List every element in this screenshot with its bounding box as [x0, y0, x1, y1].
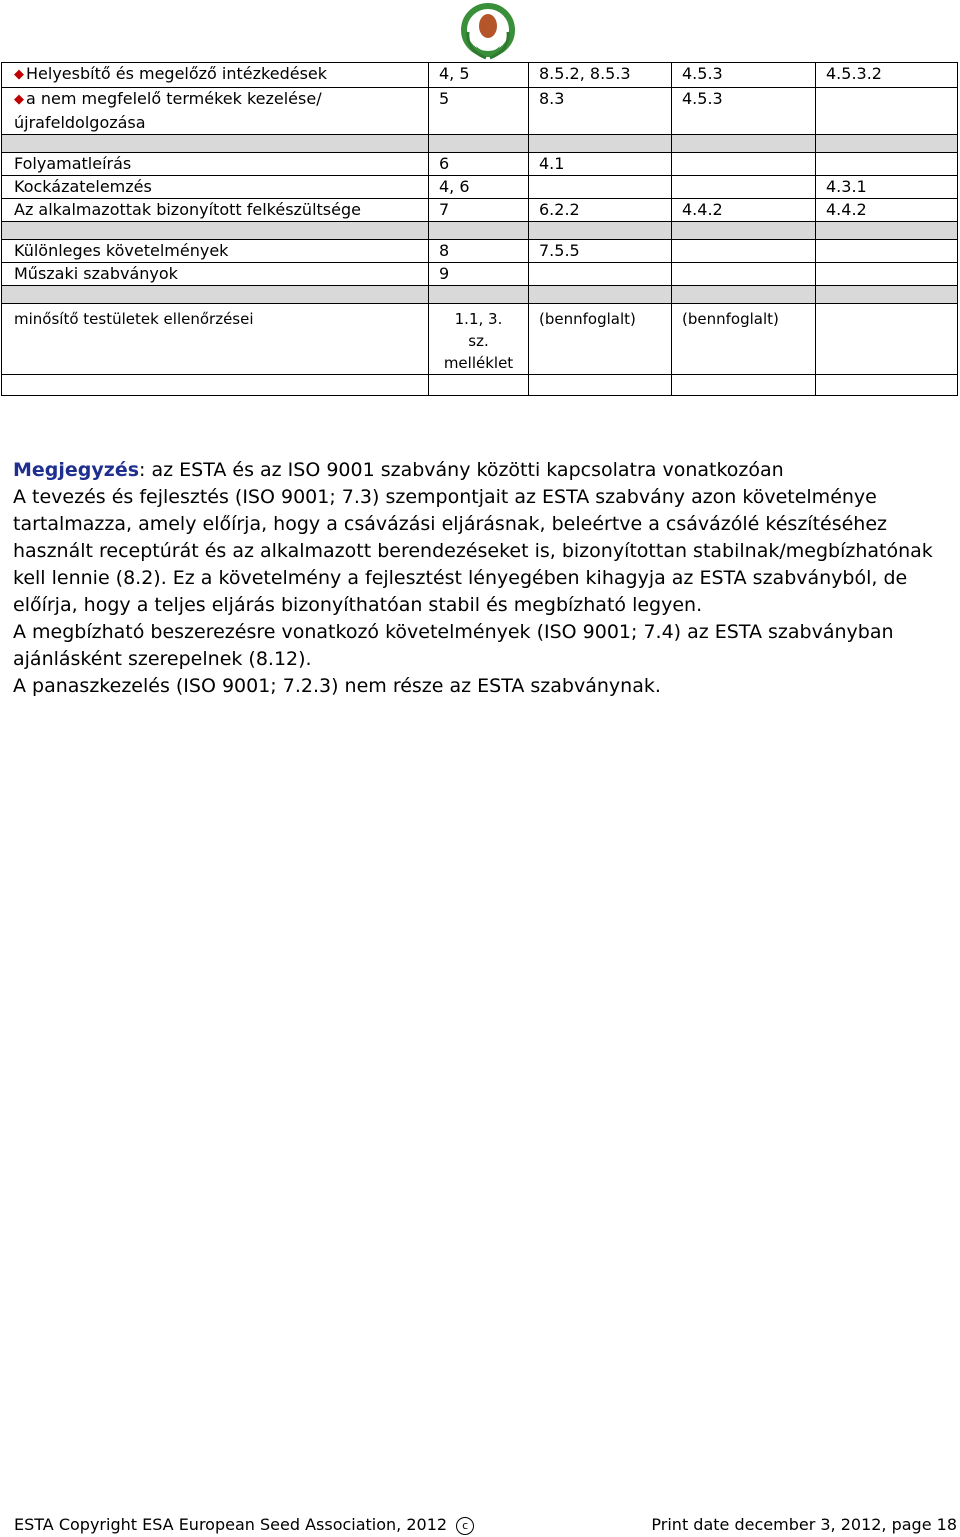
row-label-cell [2, 88, 429, 135]
row-label-cell [2, 240, 429, 263]
table-row [2, 135, 958, 153]
cell-text: 4.5.3 [682, 64, 723, 83]
row-label-cell [2, 199, 429, 222]
cell-text: 4.5.3.2 [826, 64, 882, 83]
table-row [2, 304, 958, 375]
reference-cell [816, 263, 958, 286]
reference-cell [529, 176, 672, 199]
separator-cell [2, 222, 429, 240]
note-paragraph-2: A megbízható beszerezésre vonatkozó követelmények (ISO 9001; 7.4) az ESTA szabványban ajánlásként szerepelnek (8.12). [13, 621, 894, 670]
reference-cell [429, 263, 529, 286]
reference-cell [529, 304, 672, 375]
cell-text: 9 [439, 264, 450, 283]
separator-cell [429, 135, 529, 153]
cell-text: 6 [439, 154, 450, 173]
cell-text: 6.2.2 [539, 200, 580, 219]
reference-cell [529, 63, 672, 88]
table-row [2, 88, 958, 135]
cell-text: 4, 5 [439, 64, 470, 83]
reference-cell [672, 88, 816, 135]
separator-cell [2, 375, 429, 396]
note-paragraph-3: A panaszkezelés (ISO 9001; 7.2.3) nem része az ESTA szabványnak. [13, 675, 661, 697]
cell-text: Műszaki szabványok [14, 264, 178, 283]
table-row [2, 153, 958, 176]
table-row [2, 375, 958, 396]
footer-copyright-text: ESTA Copyright ESA European Seed Association, 2012 [14, 1515, 448, 1534]
reference-cell [529, 153, 672, 176]
separator-cell [529, 135, 672, 153]
cell-text: (bennfoglalt) [539, 310, 636, 328]
cell-text: Helyesbítő és megelőző intézkedések [26, 64, 328, 83]
cell-text: 8.5.2, 8.5.3 [539, 64, 631, 83]
page-footer [14, 1515, 960, 1535]
table-row [2, 199, 958, 222]
reference-cell [672, 240, 816, 263]
cell-text: 4, 6 [439, 177, 470, 196]
cell-text: 7 [439, 200, 450, 219]
reference-cell [429, 304, 529, 375]
cell-text: Az alkalmazottak bizonyított felkészültsége [14, 200, 361, 219]
separator-cell [2, 286, 429, 304]
reference-cell [429, 63, 529, 88]
cell-text: (bennfoglalt) [682, 310, 779, 328]
cell-text: 1.1, 3. sz. melléklet [443, 310, 514, 372]
cell-text: 8.3 [539, 89, 565, 108]
reference-cell [816, 240, 958, 263]
reference-cell [429, 88, 529, 135]
cell-text: 4.1 [539, 154, 565, 173]
reference-cell [672, 263, 816, 286]
table-row [2, 240, 958, 263]
reference-cell [672, 153, 816, 176]
separator-cell [2, 135, 429, 153]
table-row [2, 63, 958, 88]
note-heading: Megjegyzés [13, 459, 140, 481]
reference-cell [816, 176, 958, 199]
reference-cell [816, 153, 958, 176]
cell-text: 4.4.2 [826, 200, 867, 219]
separator-cell [672, 135, 816, 153]
cell-text: 8 [439, 241, 450, 260]
separator-cell [429, 286, 529, 304]
table-row [2, 222, 958, 240]
row-label-cell [2, 263, 429, 286]
note-paragraph-1: A tevezés és fejlesztés (ISO 9001; 7.3) szempontjait az ESTA szabvány azon követelménye tartalmazza, amely előírja, hogy a csávázási eljárásnak, beleértve a csávázólé készítéséhez használt receptúrát és az alkalmazott berendezéseket is, bizonyítottan stabilnak/megbízhatónak kell lennie (8.2). Ez a követelmény a fejlesztést lényegében kihagyja az ESTA szabványból, de előírja, hogy a teljes eljárás bizonyíthatóan stabil és megbízható legyen. [13, 486, 933, 616]
separator-cell [816, 286, 958, 304]
cell-text: 4.5.3 [682, 89, 723, 108]
reference-cell [429, 199, 529, 222]
separator-cell [429, 375, 529, 396]
cell-text: Folyamatleírás [14, 154, 132, 173]
reference-cell [529, 263, 672, 286]
reference-cell [816, 63, 958, 88]
cell-text: 4.3.1 [826, 177, 867, 196]
separator-cell [529, 375, 672, 396]
reference-cell [429, 176, 529, 199]
note-heading-line [13, 457, 943, 484]
separator-cell [672, 375, 816, 396]
cell-text: Különleges követelmények [14, 241, 229, 260]
reference-cell [816, 304, 958, 375]
cell-text: 4.4.2 [682, 200, 723, 219]
separator-cell [529, 286, 672, 304]
row-label-cell [2, 176, 429, 199]
reference-cell [816, 88, 958, 135]
reference-cell [672, 176, 816, 199]
note-heading-rest: : az ESTA és az ISO 9001 szabvány közötti kapcsolatra vonatkozóan [139, 459, 784, 481]
footer-print-date: Print date december 3, 2012, page 18 [651, 1515, 957, 1534]
reference-cell [429, 153, 529, 176]
separator-cell [816, 375, 958, 396]
reference-cell [529, 240, 672, 263]
reference-cell [529, 199, 672, 222]
row-label-cell [2, 304, 429, 375]
table-row [2, 263, 958, 286]
note-section [13, 457, 943, 700]
protect-seed-logo [456, 2, 520, 62]
reference-cell [816, 199, 958, 222]
separator-cell [529, 222, 672, 240]
reference-cell [529, 88, 672, 135]
cell-text: Kockázatelemzés [14, 177, 152, 196]
table-row [2, 286, 958, 304]
row-label-cell [2, 153, 429, 176]
reference-cell [429, 240, 529, 263]
reference-cell [672, 63, 816, 88]
reference-cell [672, 199, 816, 222]
diamond-bullet-icon: ◆ [14, 67, 24, 82]
cell-text: 5 [439, 89, 450, 108]
separator-cell [672, 222, 816, 240]
row-label-cell [2, 63, 429, 88]
copyright-icon: c [456, 1517, 474, 1535]
separator-cell [816, 135, 958, 153]
separator-cell [816, 222, 958, 240]
table-row [2, 176, 958, 199]
cell-text: minősítő testületek ellenőrzései [14, 310, 254, 328]
cell-text: a nem megfelelő termékek kezelése/újrafeldolgozása [14, 89, 322, 132]
diamond-bullet-icon: ◆ [14, 92, 24, 107]
separator-cell [429, 222, 529, 240]
correspondence-table [1, 62, 958, 396]
cell-text: 7.5.5 [539, 241, 580, 260]
separator-cell [672, 286, 816, 304]
reference-cell [672, 304, 816, 375]
